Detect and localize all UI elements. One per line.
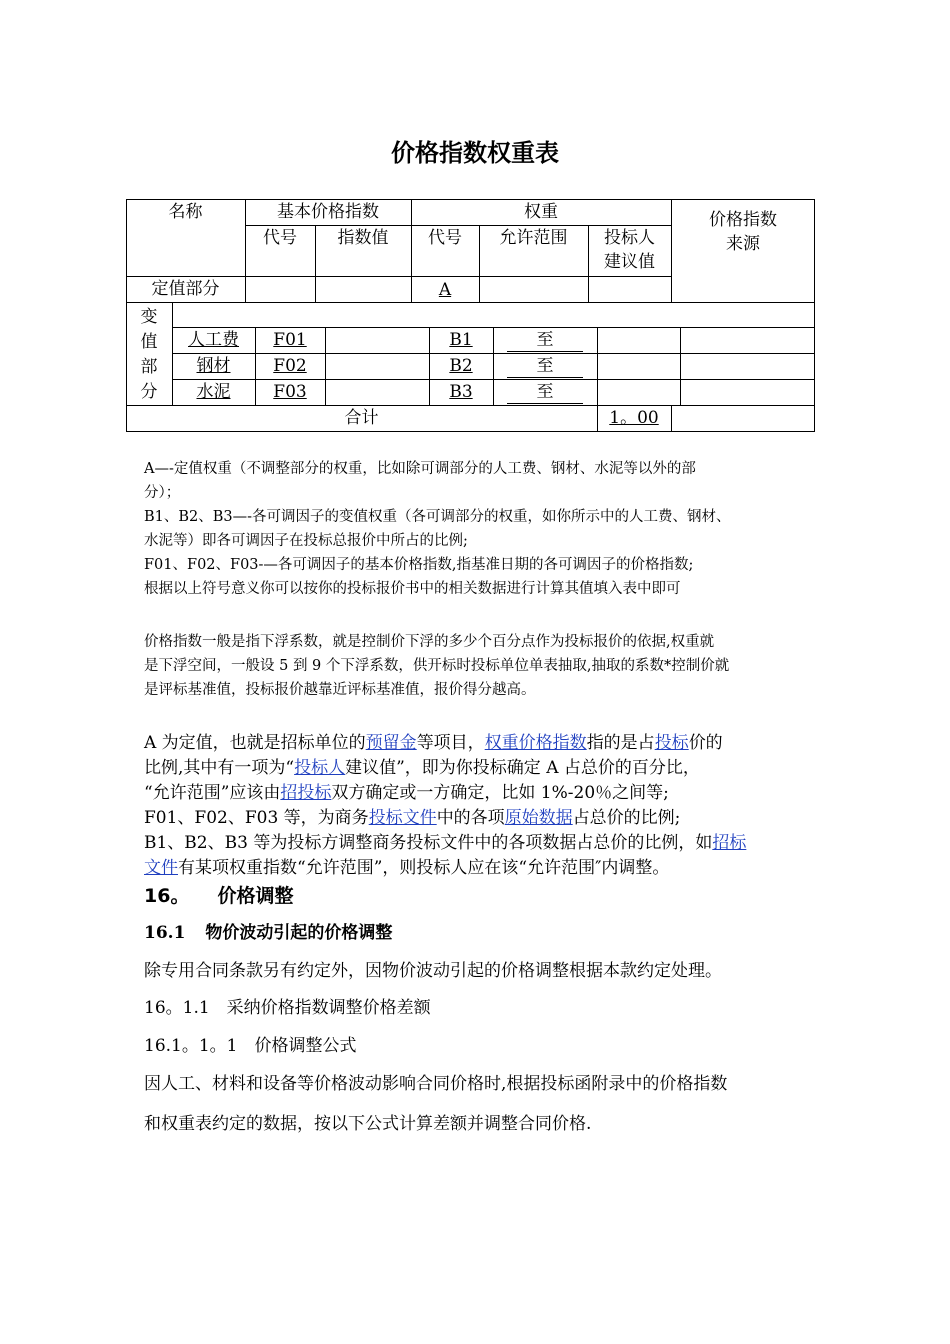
variable-char: 部 (140, 357, 158, 377)
link-weight-price-index[interactable]: 权重价格指数 (484, 733, 587, 753)
header-source-line2: 来源 (726, 234, 760, 254)
link-bid[interactable]: 投标 (654, 733, 689, 753)
text-span: 指的是占 (586, 733, 655, 753)
variable-char: 变 (140, 307, 158, 327)
link-bidder[interactable]: 投标人 (294, 758, 346, 778)
table-row (172, 354, 255, 378)
row-weight-code: B1 (449, 330, 473, 350)
section-16-1-heading (144, 918, 392, 943)
section-number: 16.1 (144, 923, 186, 943)
table-row (172, 328, 255, 352)
symbol-notes (144, 457, 824, 601)
note-line: 分）； (144, 485, 181, 501)
variable-char: 分 (140, 382, 158, 402)
header-weight: 权重 (524, 202, 558, 222)
text-span: 建议值”，即为你投标确定 A 占总价的百分比， (345, 758, 700, 778)
definition-paragraph (144, 731, 824, 881)
section-number: 16。 (144, 885, 190, 907)
formula-paragraph-line: 和权重表约定的数据，按以下公式计算差额并调整合同价格. (144, 1114, 592, 1134)
header-bidder-line2: 建议值 (604, 252, 655, 272)
text-span: 占总价的比例; (572, 808, 681, 828)
header-source (671, 208, 815, 256)
section-paragraph: 除专用合同条款另有约定外，因物价波动引起的价格调整根据本款约定处理。 (144, 961, 722, 981)
header-weight-code: 代号 (428, 228, 462, 248)
text-span: 中的各项 (436, 808, 505, 828)
explanation-line: 价格指数一般是指下浮系数，就是控制价下浮的多少个百分点作为投标报价的依据,权重就 (144, 634, 715, 650)
price-index-explanation (144, 630, 824, 702)
note-line: F01、F02、F03-—各可调因子的基本价格指数,指基准日期的各可调因子的价格指数; (144, 557, 694, 573)
row-name: 水泥 (196, 382, 231, 402)
header-name: 名称 (168, 202, 203, 222)
note-line: B1、B2、B3—-各可调因子的变值权重（各可调部分的权重，如你所示中的人工费、钢材、 (144, 509, 731, 525)
text-span: 价的 (688, 733, 723, 753)
link-document[interactable]: 文件 (144, 858, 178, 878)
link-reserve-fund[interactable]: 预留金 (365, 733, 417, 753)
text-span: F01、F02、F03 等，为商务 (144, 808, 369, 828)
price-index-weight-table (126, 199, 815, 432)
text-span: 双方确定或一方确定，比如 1%-20％之间等; (331, 783, 669, 803)
row-weight-code: B3 (449, 382, 473, 402)
definition-line (144, 731, 824, 756)
text-span: A 为定值，也就是招标单位的 (144, 733, 366, 753)
link-bidding[interactable]: 招投标 (280, 783, 332, 803)
row-range: 至 (507, 355, 583, 378)
row-code: F03 (273, 382, 307, 402)
variable-char: 值 (140, 332, 158, 352)
header-source-line1: 价格指数 (709, 210, 777, 230)
note-line: 根据以上符号意义你可以按你的投标报价书中的相关数据进行计算其值填入表中即可 (144, 581, 681, 597)
header-code: 代号 (263, 228, 297, 248)
row-code: F01 (273, 330, 307, 350)
link-bid-document[interactable]: 投标文件 (368, 808, 437, 828)
row-name: 钢材 (196, 356, 231, 376)
section-16-heading (144, 881, 293, 908)
variable-part-label (126, 305, 172, 405)
link-original-data[interactable]: 原始数据 (504, 808, 573, 828)
text-span: 等项目， (416, 733, 485, 753)
formula-paragraph-line: 因人工、材料和设备等价格波动影响合同价格时,根据投标函附录中的价格指数 (144, 1074, 728, 1094)
header-allowed-range: 允许范围 (499, 228, 568, 248)
header-base-index: 基本价格指数 (277, 202, 379, 222)
section-title: 价格调整 (217, 885, 294, 907)
note-line: 水泥等）即各可调因子在投标总报价中所占的比例; (144, 533, 468, 549)
section-title: 物价波动引起的价格调整 (205, 923, 393, 943)
row-weight-code: B2 (449, 356, 473, 376)
definition-line (144, 756, 824, 781)
total-value: 1。00 (609, 408, 659, 428)
note-line: A—-定值权重（不调整部分的权重，比如除可调部分的人工费、钢材、水泥等以外的部 (144, 461, 696, 477)
row-range: 至 (507, 381, 583, 404)
definition-line (144, 831, 824, 856)
definition-line (144, 781, 824, 806)
header-bidder-line1: 投标人 (604, 228, 655, 248)
text-span: B1、B2、B3 等为投标方调整商务投标文件中的各项数据占总价的比例，如 (144, 833, 713, 853)
fixed-part-label: 定值部分 (151, 279, 220, 299)
table-row (172, 380, 255, 404)
total-label: 合计 (344, 408, 379, 428)
subsection-16-1-1: 16。1.1 采纳价格指数调整价格差额 (144, 998, 431, 1018)
row-name: 人工费 (188, 330, 239, 350)
explanation-line: 是评标基准值，投标报价越靠近评标基准值，报价得分越高。 (144, 682, 536, 698)
subsection-16-1-1-1: 16.1。1。1 价格调整公式 (144, 1036, 357, 1056)
definition-line (144, 856, 824, 881)
link-tender[interactable]: 招标 (712, 833, 747, 853)
explanation-line: 是下浮空间，一般设 5 到 9 个下浮系数，供开标时投标单位单表抽取,抽取的系数*控制价就 (144, 658, 730, 674)
row-range: 至 (507, 329, 583, 352)
text-span: 比例,其中有一项为“ (144, 758, 295, 778)
header-bidder-suggested (588, 226, 671, 274)
text-span: “允许范围”应该由 (144, 783, 281, 803)
text-span: 有某项权重指数“允许范围”，则投标人应在该“允许范围″内调整。 (178, 858, 670, 878)
header-index-value: 指数值 (337, 228, 389, 248)
definition-line (144, 806, 824, 831)
page-title: 价格指数权重表 (391, 139, 559, 167)
row-code: F02 (273, 356, 307, 376)
fixed-weight-code: A (438, 280, 452, 300)
